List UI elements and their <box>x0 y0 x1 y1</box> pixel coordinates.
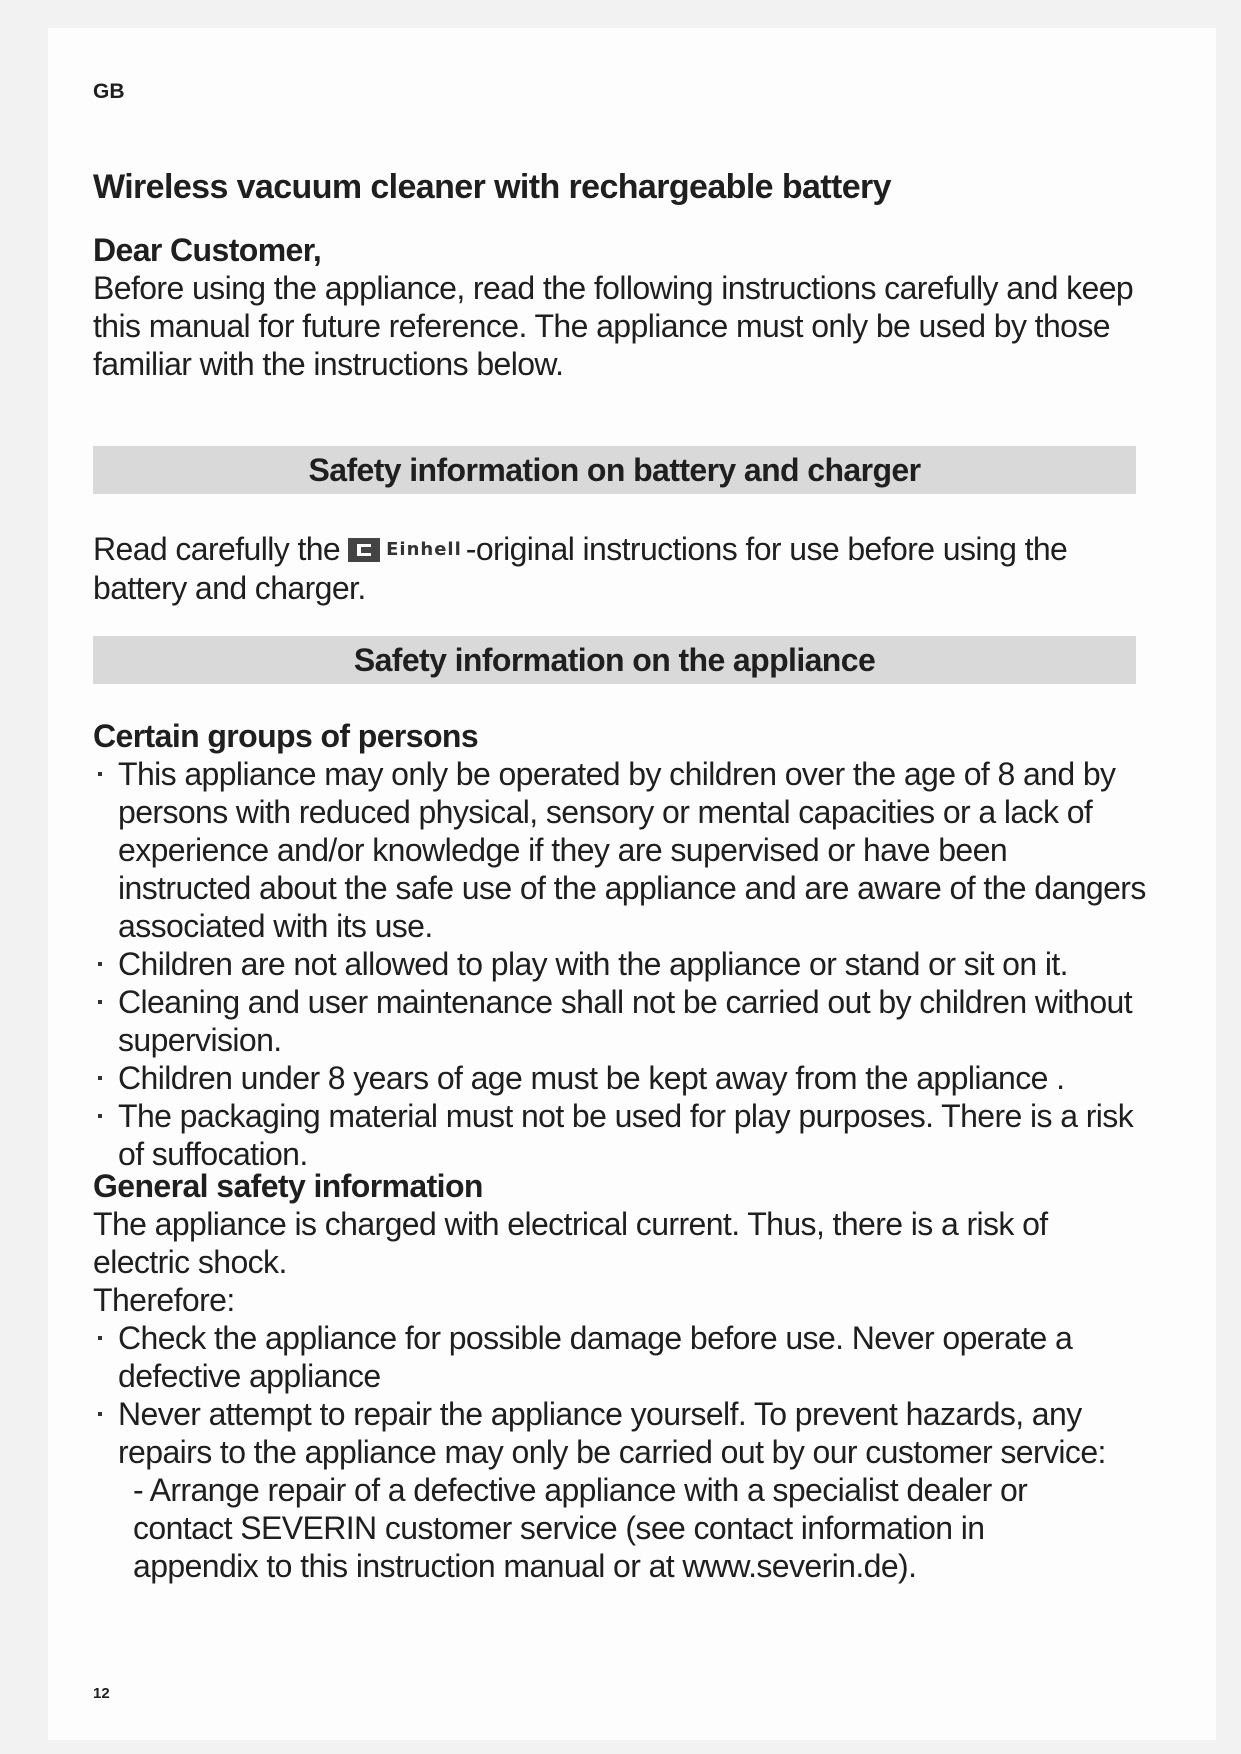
battery-text-after: -original instructions for use before using the battery and charger. <box>93 531 1068 606</box>
language-code: GB <box>93 80 125 103</box>
list-item: Check the appliance for possible damage before use. Never operate a defective appliance <box>93 1319 1143 1395</box>
list-item: Children under 8 years of age must be kept away from the appliance . <box>93 1059 1148 1097</box>
battery-text <box>93 530 1143 607</box>
general-text: The appliance is charged with electrical current. Thus, there is a risk of electric shock. <box>93 1206 1048 1280</box>
general-heading: General safety information <box>93 1168 483 1204</box>
list-item: Never attempt to repair the appliance yourself. To prevent hazards, any repairs to the appliance may only be carried out by our customer service: <box>93 1395 1143 1471</box>
groups-list <box>93 755 1148 1173</box>
repair-sub-item: - Arrange repair of a defective appliance with a specialist dealer or contact SEVERIN customer service (see contact information in appendix to this instruction manual or at www.severin.de). <box>133 1472 1028 1584</box>
list-item: The packaging material must not be used for play purposes. There is a risk of suffocation. <box>93 1097 1148 1173</box>
battery-section-heading: Safety information on battery and charger <box>93 446 1136 494</box>
page-title: Wireless vacuum cleaner with rechargeable battery <box>93 168 891 206</box>
general-block <box>93 1168 1143 1585</box>
greeting: Dear Customer, <box>93 232 322 268</box>
groups-block <box>93 718 1148 1173</box>
groups-heading: Certain groups of persons <box>93 718 479 754</box>
einhell-logo-icon <box>348 538 380 562</box>
page-number: 12 <box>93 1685 110 1702</box>
einhell-logo <box>348 528 462 569</box>
list-item: Cleaning and user maintenance shall not be carried out by children without supervision. <box>93 983 1148 1059</box>
list-item: Children are not allowed to play with the appliance or stand or sit on it. <box>93 945 1148 983</box>
appliance-section-heading: Safety information on the appliance <box>93 636 1136 684</box>
general-list <box>93 1319 1143 1471</box>
intro-text: Before using the appliance, read the following instructions carefully and keep this manual for future reference. The appliance must only be used by those familiar with the instructions below. <box>93 270 1134 382</box>
battery-text-before: Read carefully the <box>93 531 341 567</box>
list-item: This appliance may only be operated by children over the age of 8 and by persons with reduced physical, sensory or mental capacities or a lack of experience and/or knowledge if they are supervised or have been instructed about the safe use of the appliance and are aware of the dangers associated with its use. <box>93 755 1148 945</box>
intro-block <box>93 232 1143 383</box>
einhell-logo-text: Einhell <box>386 538 462 560</box>
therefore-label: Therefore: <box>93 1282 235 1318</box>
